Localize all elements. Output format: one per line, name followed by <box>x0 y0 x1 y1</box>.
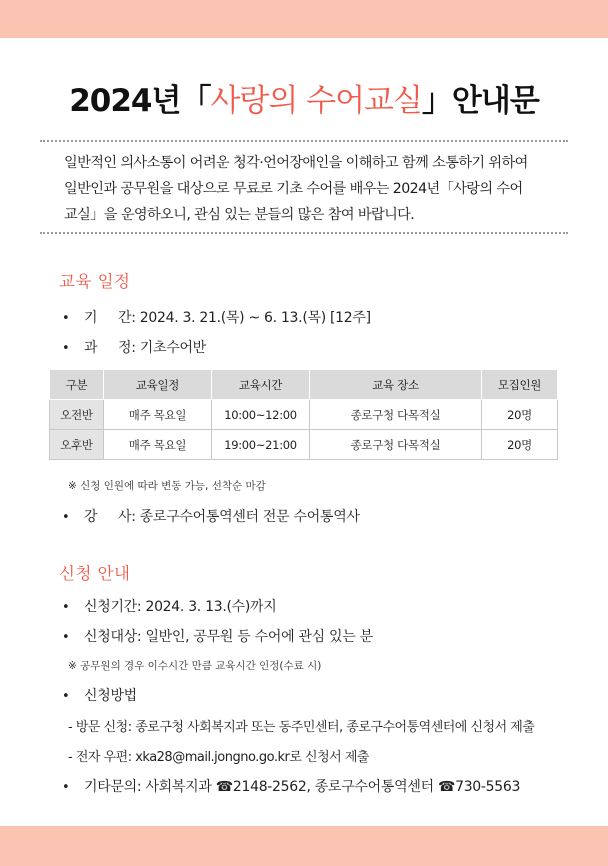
bullet: • <box>62 311 70 326</box>
apply-note: ※ 공무원의 경우 이수시간 만큼 교육시간 인정(수료 시) <box>68 660 322 672</box>
table-header-cell: 구분 <box>50 370 104 400</box>
apply-period <box>62 596 276 616</box>
table-cell: 19:00~21:00 <box>212 430 310 460</box>
apply-target-text: 신청대상: 일반인, 공무원 등 수어에 관심 있는 분 <box>84 629 373 645</box>
top-band <box>0 0 608 38</box>
schedule-period <box>62 307 371 327</box>
table-cell: 매주 목요일 <box>104 400 212 430</box>
table-cell: 오후반 <box>50 430 104 460</box>
schedule-course <box>62 337 206 357</box>
table-cell: 종로구청 다목적실 <box>310 400 482 430</box>
schedule-table <box>49 369 558 460</box>
table-header-cell: 교육일정 <box>104 370 212 400</box>
intro-line: 일반인과 공무원을 대상으로 무료로 기초 수어를 배우는 2024년「사랑의 수어 <box>64 181 523 197</box>
apply-method-text: 신청방법 <box>84 688 137 704</box>
schedule-instructor-text: 강 사: 종로구수어통역센터 전문 수어통역사 <box>84 509 360 525</box>
table-cell: 매주 목요일 <box>104 430 212 460</box>
schedule-heading: 교육 일정 <box>59 272 131 291</box>
bullet: • <box>62 689 70 704</box>
intro-paragraph <box>64 150 564 228</box>
table-cell: 20명 <box>482 430 558 460</box>
page-title <box>0 75 608 120</box>
intro-line: 교실」을 운영하오니, 관심 있는 분들의 많은 참여 바랍니다. <box>64 207 415 223</box>
intro-line: 일반적인 의사소통이 어려운 청각·언어장애인을 이해하고 함께 소통하기 위하여 <box>64 155 528 171</box>
apply-period-text: 신청기간: 2024. 3. 13.(수)까지 <box>84 599 277 615</box>
title-accent: 사랑의 수어교실 <box>210 83 422 119</box>
bottom-band <box>0 826 608 866</box>
divider-bottom <box>40 232 568 234</box>
schedule-note: ※ 신청 인원에 따라 변동 가능, 선착순 마감 <box>68 480 266 492</box>
schedule-course-text: 과 정: 기초수어반 <box>84 340 206 356</box>
divider-top <box>40 140 568 142</box>
table-row <box>50 430 558 460</box>
apply-contact-text: 기타문의: 사회복지과 ☎2148-2562, 종로구수어통역센터 ☎730-5563 <box>84 779 521 795</box>
apply-method <box>62 685 137 705</box>
table-cell: 오전반 <box>50 400 104 430</box>
schedule-instructor <box>62 506 360 526</box>
table-header-cell: 교육시간 <box>212 370 310 400</box>
title-suffix: 」안내문 <box>421 83 539 119</box>
table-header-cell: 교육 장소 <box>310 370 482 400</box>
table-cell: 종로구청 다목적실 <box>310 430 482 460</box>
bullet: • <box>62 341 70 356</box>
apply-heading: 신청 안내 <box>59 564 131 583</box>
schedule-period-text: 기 간: 2024. 3. 21.(목) ~ 6. 13.(목) [12주] <box>84 310 371 326</box>
apply-contact <box>62 776 520 796</box>
bullet: • <box>62 630 70 645</box>
title-prefix: 2024년「 <box>69 83 211 119</box>
table-header-cell: 모집인원 <box>482 370 558 400</box>
bullet: • <box>62 780 70 795</box>
table-cell: 10:00~12:00 <box>212 400 310 430</box>
table-header-row <box>50 370 558 400</box>
apply-target <box>62 626 373 646</box>
apply-email: - 전자 우편: xka28@mail.jongno.go.kr로 신청서 제출 <box>68 750 369 765</box>
table-cell: 20명 <box>482 400 558 430</box>
bullet: • <box>62 600 70 615</box>
table-row <box>50 400 558 430</box>
apply-visit: - 방문 신청: 종로구청 사회복지과 또는 동주민센터, 종로구수어통역센터에 신청서 제출 <box>68 720 535 735</box>
bullet: • <box>62 510 70 525</box>
